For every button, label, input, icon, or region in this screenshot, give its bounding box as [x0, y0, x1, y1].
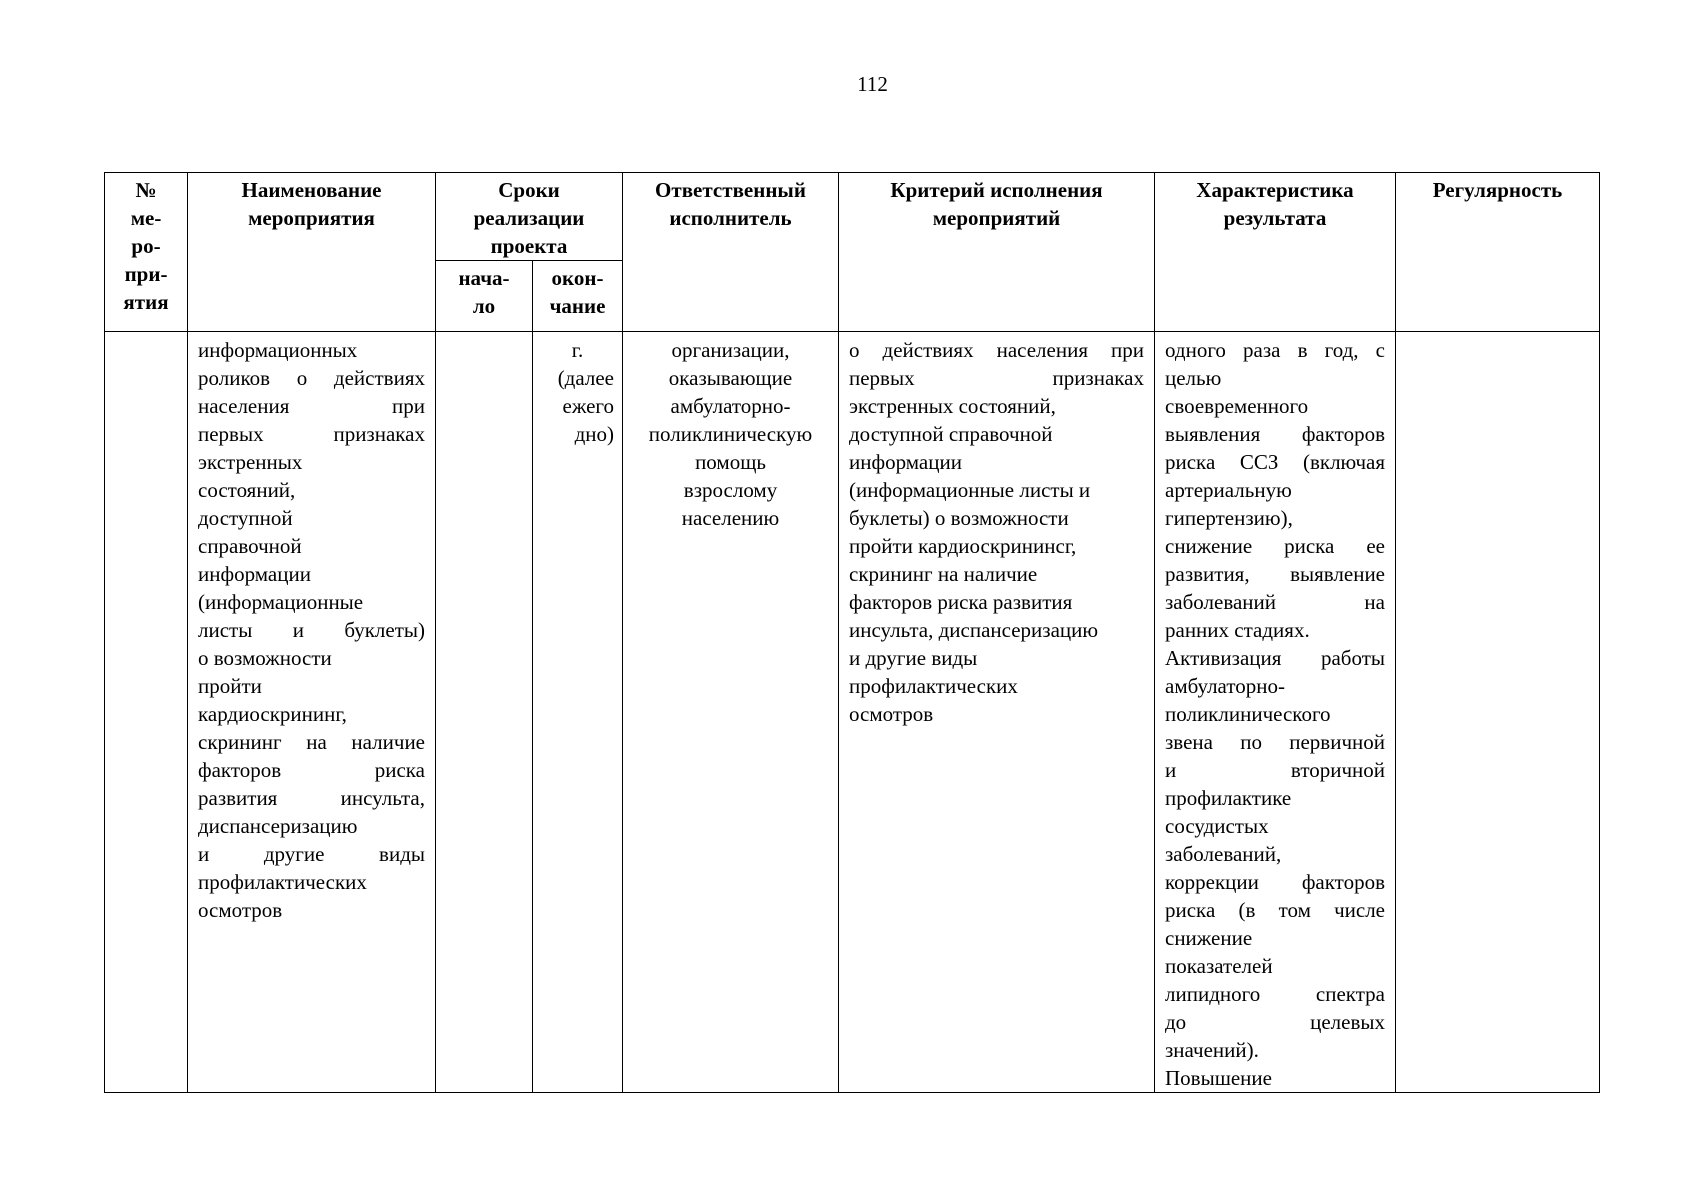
- cell-responsible: организации, оказывающие амбулаторно- поликлиническую помощь взрослому населению: [623, 332, 839, 1093]
- header-period: Сроки реализации проекта: [436, 173, 623, 261]
- cell-name: информационных роликов о действиях населения при первых признаках экстренных состояний, доступной справочной информации (информационные листы и буклеты) о возможности пройти кардиоскрининг, скрининг на наличие факторов риска развития инсульта, диспансеризацию и другие виды профилактических осмотров: [188, 332, 436, 1093]
- header-responsible: Ответственный исполнитель: [623, 173, 839, 332]
- header-criterion: Критерий исполнения мероприятий: [839, 173, 1155, 332]
- table-row: [105, 332, 1600, 1093]
- header-number: № ме- ро- при- ятия: [105, 173, 188, 332]
- header-name: Наименование мероприятия: [188, 173, 436, 332]
- header-regularity: Регулярность: [1396, 173, 1600, 332]
- cell-start: [436, 332, 533, 1093]
- cell-number: [105, 332, 188, 1093]
- cell-result: одного раза в год, с целью своевременного выявления факторов риска ССЗ (включая артериальную гипертензию), снижение риска ее развития, выявление заболеваний на ранних стадиях. Активизация работы амбулаторно- поликлинического звена по первичной и вторичной профилактике сосудистых заболеваний, коррекции факторов риска (в том числе снижение показателей липидного спектра до целевых значений). Повышение: [1155, 332, 1396, 1093]
- header-row: [105, 173, 1600, 261]
- measures-table: [104, 172, 1600, 1093]
- page-number: 112: [857, 72, 888, 96]
- cell-criterion: о действиях населения при первых признаках экстренных состояний, доступной справочной информации (информационные листы и буклеты) о возможности пройти кардиоскрининсг, скрининг на наличие факторов риска развития инсульта, диспансеризацию и другие виды профилактических осмотров: [839, 332, 1155, 1093]
- cell-end: г. (далее ежего дно): [533, 332, 623, 1093]
- header-period-start: нача- ло: [436, 261, 533, 332]
- header-result: Характеристика результата: [1155, 173, 1396, 332]
- cell-regularity: [1396, 332, 1600, 1093]
- header-period-end: окон- чание: [533, 261, 623, 332]
